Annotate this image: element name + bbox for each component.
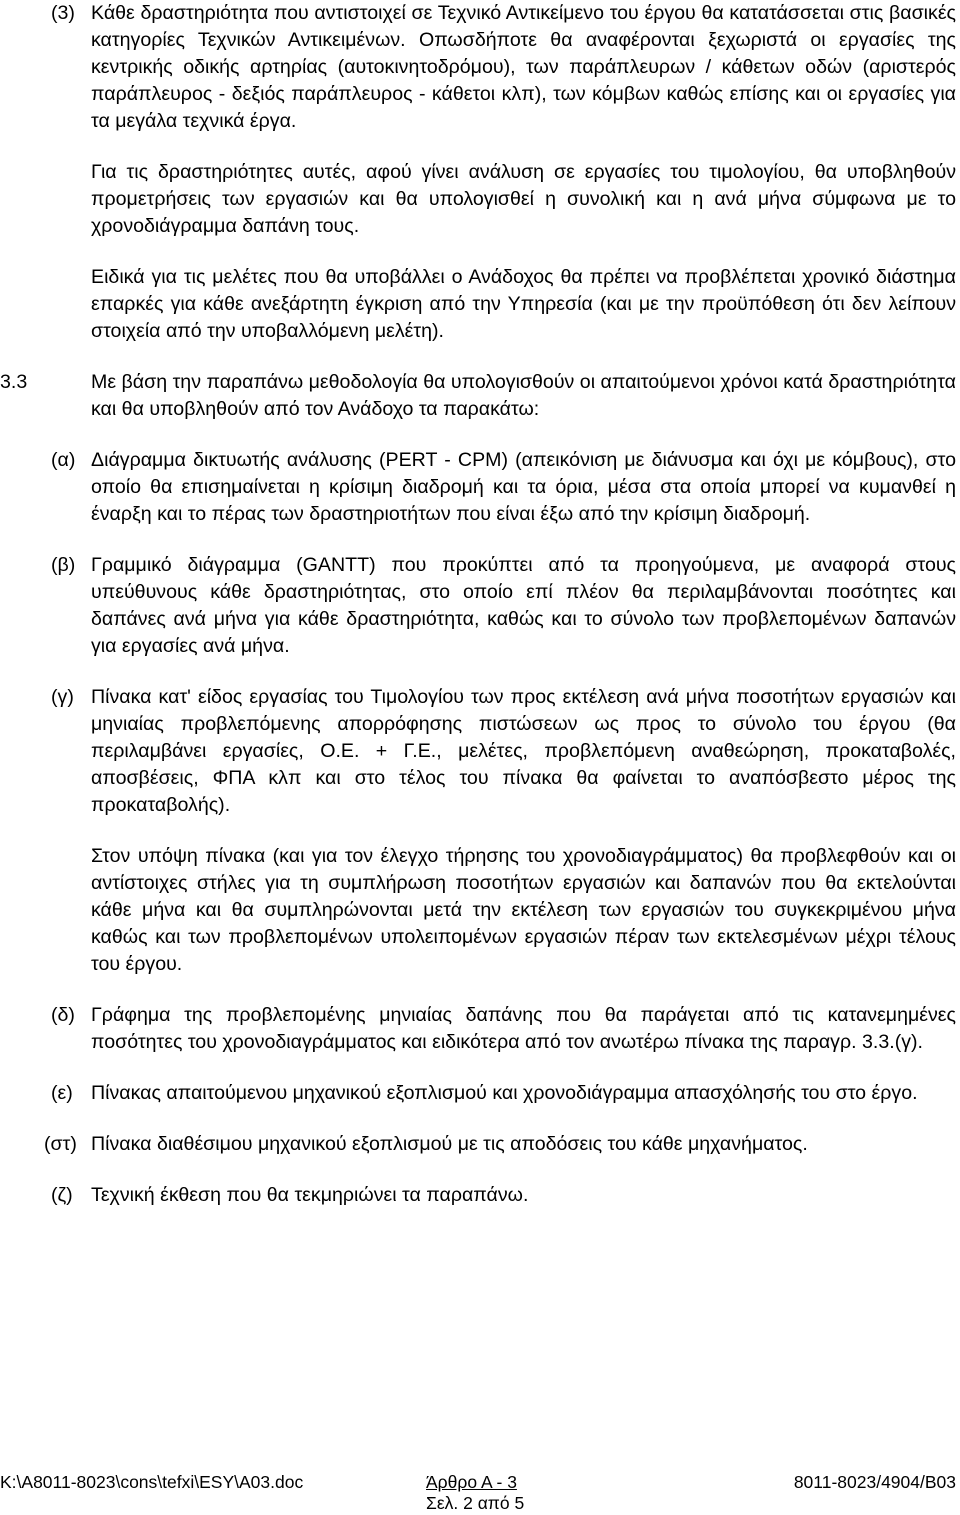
footer-reference: 8011-8023/4904/Β03 <box>793 1472 956 1492</box>
paragraph: Για τις δραστηριότητες αυτές, αφού γίνει ανάλυση σε εργασίες του τιμολογίου, θα υποβληθούν προμετρήσεις των εργασιών και θα υπολογισθεί η συνολική και η ανά μήνα σύμφωνα με το χρονοδιάγραμμα δαπάνη τους. <box>91 161 956 237</box>
item-label: (στ) <box>44 1133 77 1155</box>
item-label: (ε) <box>51 1082 73 1104</box>
item-zeta <box>0 1182 960 1209</box>
paragraph: Διάγραμμα δικτυωτής ανάλυσης (PERT - CPM) (απεικόνιση με διάνυσμα και όχι με κόμβους), στο οποίο θα επισημαίνεται η κρίσιμη διαδρομή και τα όρια, μέσα στα οποία μπορεί να κυμανθεί η έναρξη και το πέρας των δραστηριοτήτων που είναι έξω από την κρίσιμη διαδρομή. <box>91 449 956 525</box>
section-number: 3.3 <box>0 371 28 393</box>
item-label: (β) <box>51 554 76 576</box>
section-3-3 <box>0 369 960 423</box>
paragraph: Γραμμικό διάγραμμα (GANTT) που προκύπτει από τα προηγούμενα, με αναφορά στους υπεύθυνους κάθε δραστηριότητας, στο οποίο επί πλέον θα περιλαμβάνονται ποσότητες και δαπάνες ανά μήνα για κάθε δραστηριότητα, καθώς και το σύνολο των προβλεπομένων δαπανών για εργασίες ανά μήνα. <box>91 554 956 657</box>
item-alpha <box>0 447 960 528</box>
item-3-paragraph-2 <box>0 159 960 240</box>
paragraph: Κάθε δραστηριότητα που αντιστοιχεί σε Τεχνικό Αντικείμενο του έργου θα κατατάσσεται στις βασικές κατηγορίες Τεχνικών Αντικειμένων. Οπωσδήποτε θα αναφέρονται ξεχωριστά οι εργασίες της κεντρικής οδικής αρτηρίας (αυτοκινητοδρόμου), των παράπλευρων / κάθετων οδών (αριστερός παράπλευρος - δεξιός παράπλευρος - κάθετοι κλπ), των κόμβων καθώς επίσης και οι εργασίες για τα μεγάλα τεχνικά έργα. <box>91 2 956 132</box>
item-beta <box>0 552 960 660</box>
paragraph: Πίνακα κατ' είδος εργασίας του Τιμολογίου των προς εκτέλεση ανά μήνα ποσοτήτων εργασιών και μηνιαίας προβλεπόμενης απορρόφησης πιστώσεων ως προς το σύνολο του έργου (θα περιλαμβάνει εργασίες, Ο.Ε. + Γ.Ε., μελέτες, προβλεπόμενη αναθεώρηση, προκαταβολές, αποσβέσεις, ΦΠΑ κλπ και στο τέλος του πίνακα θα φαίνεται το αναπόσβεστο μέρος της προκαταβολής). <box>91 686 956 816</box>
paragraph: Στον υπόψη πίνακα (και για τον έλεγχο τήρησης του χρονοδιαγράμματος) θα προβλεφθούν και οι αντίστοιχες στήλες για τη συμπλήρωση ποσοτήτων εργασιών και δαπανών που θα εκτελούνται κάθε μήνα και θα συμπληρώνονται μετά την εκτέλεση των εργασιών του συγκεκριμένου μήνα καθώς και των προβλεπομένων υπολειπομένων εργασιών πέραν των εκτελεσμένων μέχρι τέλους του έργου. <box>91 845 956 975</box>
item-label: (γ) <box>51 686 74 708</box>
item-3-paragraph-3 <box>0 264 960 345</box>
item-gamma-paragraph-2 <box>0 843 960 978</box>
footer-page-number: Σελ. 2 από 5 <box>426 1493 525 1513</box>
footer-article: Άρθρο Α - 3 <box>426 1472 517 1492</box>
paragraph: Τεχνική έκθεση που θα τεκμηριώνει τα παραπάνω. <box>91 1184 529 1206</box>
item-label: (3) <box>51 2 75 24</box>
item-label: (α) <box>51 449 76 471</box>
paragraph: Πίνακας απαιτούμενου μηχανικού εξοπλισμού και χρονοδιάγραμμα απασχόλησής του στο έργο. <box>91 1082 918 1104</box>
paragraph: Γράφημα της προβλεπομένης μηνιαίας δαπάνης που θα παράγεται από τις κατανεμημένες ποσότητες του χρονοδιαγράμματος και ειδικότερα από τον ανωτέρω πίνακα της παραγρ. 3.3.(γ). <box>91 1004 956 1053</box>
item-gamma <box>0 684 960 819</box>
item-label: (δ) <box>51 1004 75 1026</box>
item-stigma <box>0 1131 960 1158</box>
item-label: (ζ) <box>51 1184 73 1206</box>
paragraph: Με βάση την παραπάνω μεθοδολογία θα υπολογισθούν οι απαιτούμενοι χρόνοι κατά δραστηριότητα και θα υποβληθούν από τον Ανάδοχο τα παρακάτω: <box>91 371 956 420</box>
paragraph: Πίνακα διαθέσιμου μηχανικού εξοπλισμού με τις αποδόσεις του κάθε μηχανήματος. <box>91 1133 808 1155</box>
item-epsilon <box>0 1080 960 1107</box>
footer-file-path: K:\A8011-8023\cons\tefxi\ESY\A03.doc <box>0 1472 304 1492</box>
item-delta <box>0 1002 960 1056</box>
page-footer <box>0 1470 960 1513</box>
paragraph: Ειδικά για τις μελέτες που θα υποβάλλει ο Ανάδοχος θα πρέπει να προβλέπεται χρονικό διάστημα επαρκές για κάθε ανεξάρτητη έγκριση από την Υπηρεσία (και με την προϋπόθεση ότι δεν λείπουν στοιχεία από την υποβαλλόμενη μελέτη). <box>91 266 956 342</box>
item-3 <box>0 0 960 135</box>
